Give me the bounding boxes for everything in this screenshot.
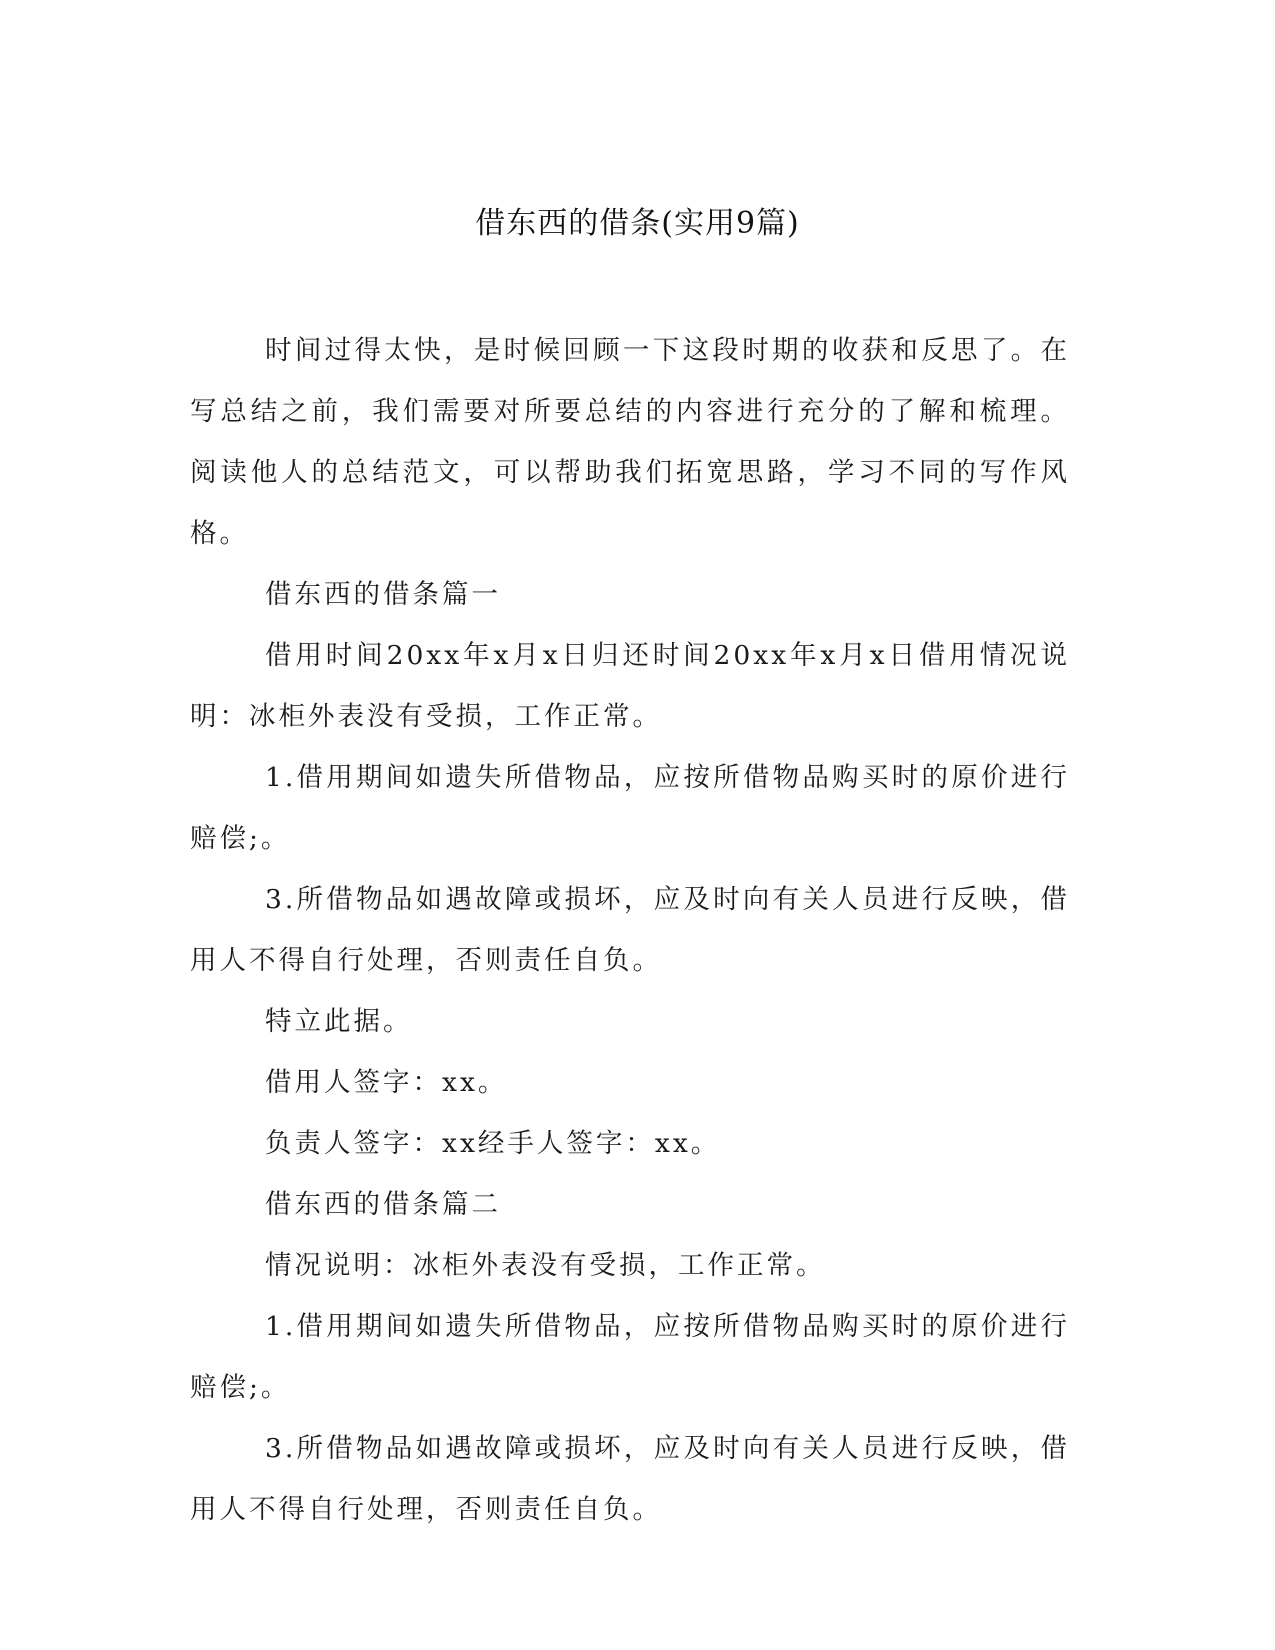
borrow-period-paragraph: 借用时间20xx年x月x日归还时间20xx年x月x日借用情况说明：冰柜外表没有受损，工作正常。 xyxy=(190,640,1070,732)
rule-item-1-second: 1.借用期间如遗失所借物品，应按所借物品购买时的原价进行赔偿;。 xyxy=(190,1311,1070,1403)
document-title: 借东西的借条(实用9篇) xyxy=(475,206,800,241)
manager-signature-line: 负责人签字：xx经手人签字：xx。 xyxy=(265,1128,721,1159)
section-heading-1: 借东西的借条篇一 xyxy=(265,579,501,610)
intro-paragraph: 时间过得太快，是时候回顾一下这段时期的收获和反思了。在写总结之前，我们需要对所要总结的内容进行充分的了解和梳理。阅读他人的总结范文，可以帮助我们拓宽思路，学习不同的写作风格。 xyxy=(190,335,1070,549)
section-heading-2: 借东西的借条篇二 xyxy=(265,1189,501,1220)
rule-item-3-second: 3.所借物品如遇故障或损坏，应及时向有关人员进行反映，借用人不得自行处理，否则责任自负。 xyxy=(190,1433,1070,1525)
document-body xyxy=(190,320,1070,1540)
rule-item-1: 1.借用期间如遗失所借物品，应按所借物品购买时的原价进行赔偿;。 xyxy=(190,762,1070,854)
condition-paragraph: 情况说明：冰柜外表没有受损，工作正常。 xyxy=(265,1250,826,1281)
statement-paragraph: 特立此据。 xyxy=(265,1006,413,1037)
rule-item-3: 3.所借物品如遇故障或损坏，应及时向有关人员进行反映，借用人不得自行处理，否则责任自负。 xyxy=(190,884,1070,976)
borrower-signature-line: 借用人签字：xx。 xyxy=(265,1067,508,1098)
